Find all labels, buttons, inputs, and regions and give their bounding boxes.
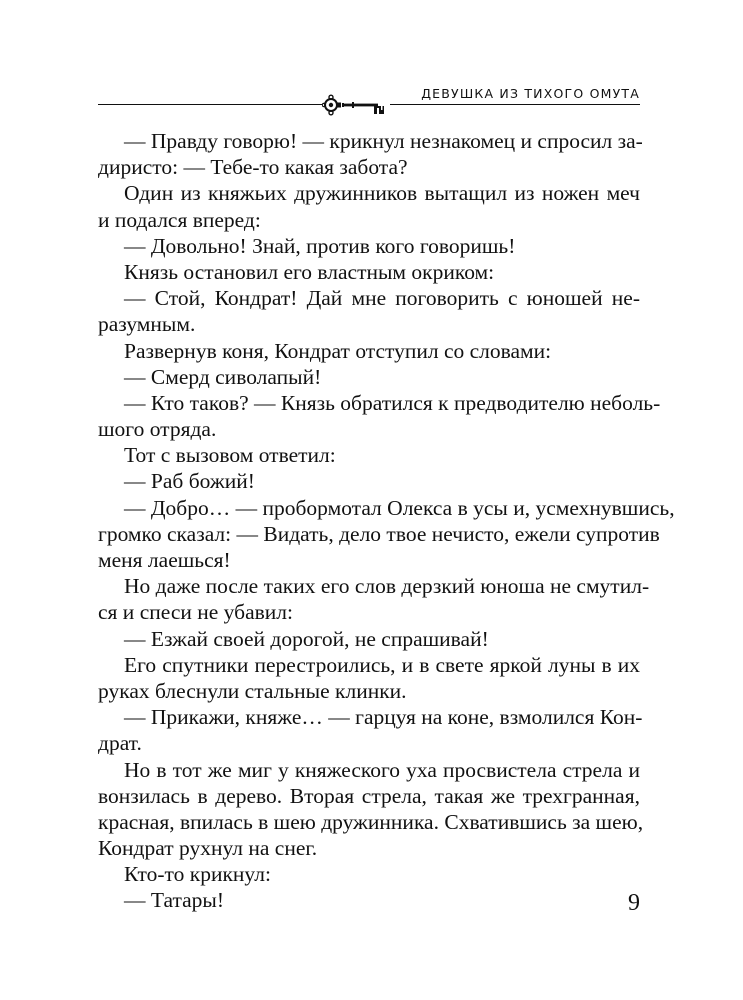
text-line: и подался вперед: (98, 207, 261, 232)
text-line: драт. (98, 731, 142, 756)
text-line: Развернув коня, Кондрат отступил со словами: (124, 338, 552, 363)
text-line: — Добро… — пробормотал Олекса в усы и, усмехнувшись, (124, 495, 675, 520)
text-line: — Прикажи, княже… — гарцуя на коне, взмолился Кон- (124, 705, 643, 730)
text-line: Один из княжьих дружинников вытащил из ножен меч (124, 181, 640, 206)
text-line: Князь остановил его властным окриком: (124, 259, 495, 284)
text-line: шого отряда. (98, 417, 217, 442)
text-line: вонзилась в дерево. Вторая стрела, такая же трехгранная, (98, 783, 640, 808)
text-line: Но в тот же миг у княжеского уха просвистела стрела и (124, 757, 640, 782)
key-icon-graphic (322, 94, 390, 116)
text-line: — Кто таков? — Князь обратился к предводителю неболь- (124, 390, 661, 415)
text-line: — Татары! (124, 888, 225, 913)
text-line: ся и спеси не убавил: (98, 600, 293, 625)
text-line: — Раб божий! (124, 469, 255, 494)
key-icon (322, 94, 390, 116)
page-number: 9 (628, 890, 640, 916)
text-line: — Довольно! Знай, против кого говоришь! (124, 233, 516, 258)
text-line: — Правду говорю! — крикнул незнакомец и спросил за- (124, 129, 643, 153)
text-line: Но даже после таких его слов дерзкий юноша не смутил- (124, 574, 650, 599)
text-line: меня лаешься! (98, 548, 231, 572)
text-line: — Езжай своей дорогой, не спрашивай! (124, 626, 489, 651)
text-line: руках блеснули стальные клинки. (98, 678, 407, 703)
text-line: — Смерд сиволапый! (124, 364, 322, 389)
text-line: Тот с вызовом ответил: (124, 443, 336, 468)
text-line: диристо: — Тебе-то какая забота? (98, 155, 408, 180)
body-text (98, 128, 675, 914)
text-line: — Стой, Кондрат! Дай мне поговорить с юношей не- (124, 286, 640, 311)
text-line: громко сказал: — Видать, дело твое нечисто, ежели супротив (98, 521, 660, 546)
text-line: Кто-то крикнул: (124, 862, 271, 887)
text-line: Его спутники перестроились, и в свете яркой луны в их (124, 652, 640, 677)
text-line: Кондрат рухнул на снег. (98, 836, 318, 861)
text-line: красная, впилась в шею дружинника. Схватившись за шею, (98, 809, 644, 834)
running-header-title: ДЕВУШКА ИЗ ТИХОГО ОМУТА (421, 86, 640, 101)
text-line: разумным. (98, 312, 196, 337)
